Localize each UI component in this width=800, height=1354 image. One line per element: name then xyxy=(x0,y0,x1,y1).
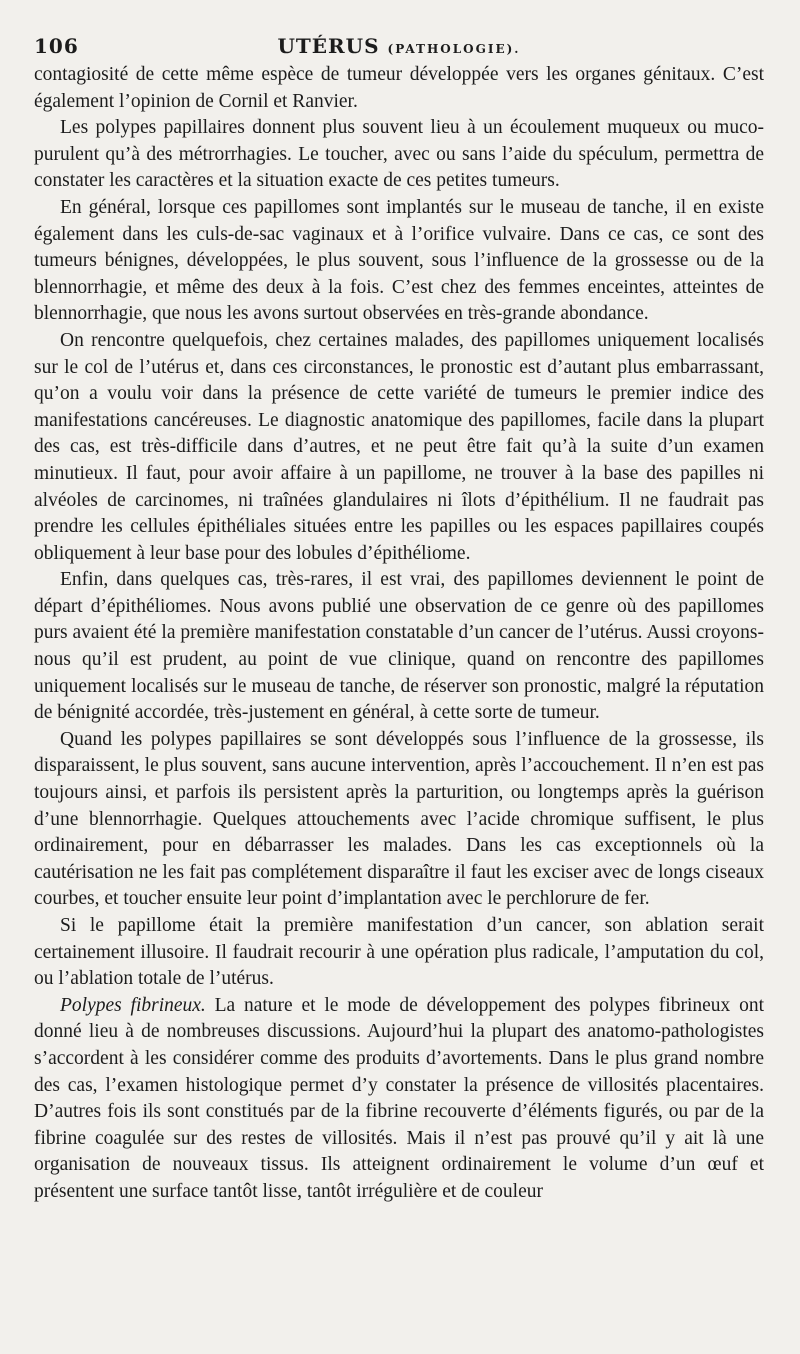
paragraph: contagiosité de cette même espèce de tumeur développée vers les organes génitaux. C’est également l’opinion de Cornil et Ranvier. xyxy=(34,64,764,112)
paragraph: Si le papillome était la première manifestation d’un cancer, son ablation serait certainement illusoire. Il faudrait recourir à une opération plus radicale, l’amputation du col, ou l’ablation totale de l’utérus. xyxy=(34,915,764,990)
page-header xyxy=(34,28,764,62)
paragraph-polypes-fibrineux xyxy=(34,993,764,1206)
paragraph: En général, lorsque ces papillomes sont implantés sur le museau de tanche, il en existe également dans les culs-de-sac vaginaux et à l’orifice vulvaire. Dans ce cas, ce sont des tumeurs bénignes, développées, le plus souvent, sous l’influence de la grossesse ou de la blennorrhagie, et même des deux à la fois. C’est chez des femmes enceintes, atteintes de blennorrhagie, que nous les avons surtout observées en très-grande abondance. xyxy=(34,196,764,325)
body-text xyxy=(34,62,764,1206)
paragraph: Enfin, dans quelques cas, très-rares, il est vrai, des papillomes deviennent le point de départ d’épithéliomes. Nous avons publié une observation de ce genre où des papillomes purs avaient été la première manifestation constatable d’un cancer de l’utérus. Aussi croyons-nous qu’il est prudent, au point de vue clinique, quand on rencontre des papillomes uniquement localisés sur le museau de tanche, de réserver son pronostic, malgré la réputation de bénignité accordée, très-justement en général, à cette sorte de tumeur. xyxy=(34,569,764,724)
section-lead-italic: Polypes fibrineux. xyxy=(60,994,206,1016)
running-head-subtitle: (PATHOLOGIE). xyxy=(387,42,521,56)
paragraph-text: La nature et le mode de développement des polypes fibrineux ont donné lieu à de nombreuses discussions. Aujourd’hui la plupart des anatomo-pathologistes s’accordent à les considérer comme des produits d’avortements. Dans le plus grand nombre des cas, l’examen histologique permet d’y constater la présence de villosités placentaires. D’autres fois ils sont constitués par de la fibrine recouverte d’éléments figurés, ou par de la fibrine coagulée sur des restes de villosités. Mais il n’est pas prouvé qu’il y ait là une organisation de nouveaux tissus. Ils atteignent ordinairement le volume d’un œuf et présentent une surface tantôt lisse, tantôt irrégulière et de couleur xyxy=(34,994,764,1202)
paragraph: Quand les polypes papillaires se sont développés sous l’influence de la grossesse, ils disparaissent, le plus souvent, sans aucune intervention, après l’accouchement. Il n’en est pas toujours ainsi, et parfois ils persistent après la parturition, ou longtemps après la guérison d’une blennorrhagie. Quelques attouchements avec l’acide chromique suffisent, le plus ordinairement, pour en débarrasser les malades. Dans les cas exceptionnels où la cautérisation ne les fait pas complétement disparaître il faut les exciser avec de longs ciseaux courbes, et toucher ensuite leur point d’implantation avec le perchlorure de fer. xyxy=(34,728,764,910)
running-head-title: UTÉRUS xyxy=(277,34,380,58)
paragraph: On rencontre quelquefois, chez certaines malades, des papillomes uniquement localisés sur le col de l’utérus et, dans ces circonstances, le pronostic est d’autant plus embarrassant, qu’on a voulu voir dans la présence de cette variété de tumeurs le premier indice des manifestations cancéreuses. Le diagnostic anatomique des papillomes, facile dans la plupart des cas, est très-difficile dans d’autres, et ne peut être fait qu’à la suite d’un examen minutieux. Il faut, pour avoir affaire à un papillome, ne trouver à la base des papilles ni alvéoles de carcinomes, ni traînées glandulaires ni îlots d’épithélium. Il ne faudrait pas prendre les cellules épithéliales situées entre les papilles ou les espaces papillaires coupés obliquement à leur base pour des lobules d’épithéliome. xyxy=(34,329,764,564)
paragraph: Les polypes papillaires donnent plus souvent lieu à un écoulement muqueux ou muco-purulent qu’à des métrorrhagies. Le toucher, avec ou sans l’aide du spéculum, permettra de constater les caractères et la situation exacte de ces petites tumeurs. xyxy=(34,117,764,192)
page-number: 106 xyxy=(34,34,79,58)
running-head xyxy=(34,34,764,58)
